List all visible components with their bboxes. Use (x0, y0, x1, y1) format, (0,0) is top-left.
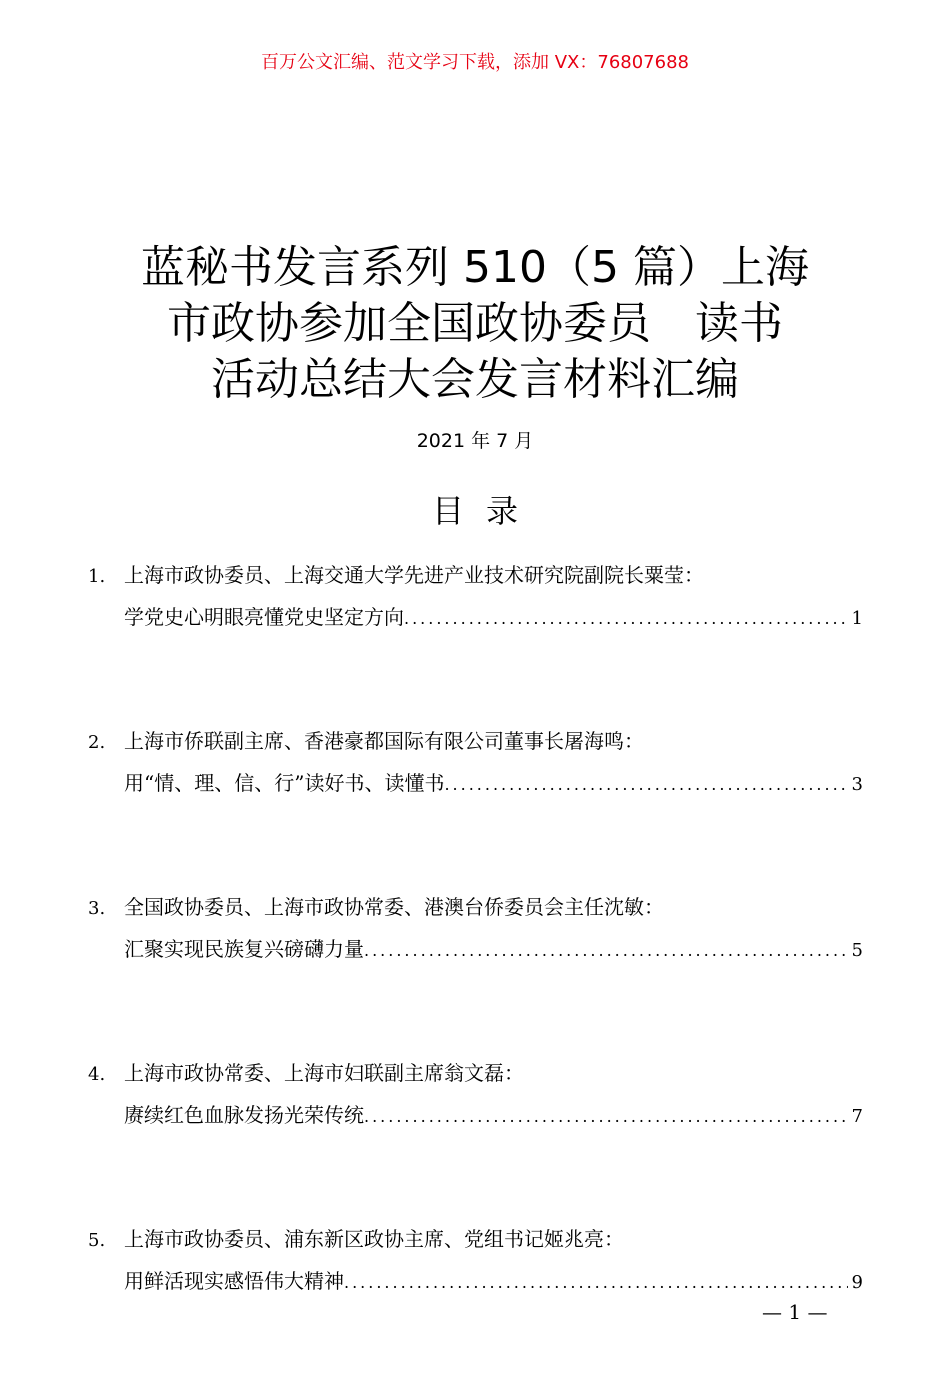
toc-dot-leader (364, 1099, 848, 1135)
table-of-contents (88, 557, 863, 1387)
title-line-3: 活动总结大会发言材料汇编 (211, 354, 739, 405)
toc-dot-leader (404, 601, 848, 637)
toc-heading: 目录 (431, 492, 540, 530)
toc-dot-leader (344, 1265, 848, 1301)
header-note: 百万公文汇编、范文学习下载，添加 VX：76807688 (261, 52, 689, 73)
toc-entry-speaker: 上海市政协委员、上海交通大学先进产业技术研究院副院长粟莹： (124, 563, 704, 587)
toc-entry-title: 用鲜活现实感悟伟大精神 (124, 1269, 344, 1293)
toc-entry-page: 3 (851, 774, 863, 795)
toc-entry-page: 9 (851, 1272, 863, 1293)
toc-entry-title: 赓续红色血脉发扬光荣传统 (124, 1103, 364, 1127)
toc-entry-title: 学党史心明眼亮懂党史坚定方向 (124, 605, 404, 629)
toc-entry-speaker: 上海市政协委员、浦东新区政协主席、党组书记姬兆亮： (124, 1227, 624, 1251)
toc-entry-title: 汇聚实现民族复兴磅礴力量 (124, 937, 364, 961)
toc-entry[interactable] (88, 723, 863, 889)
toc-entry-page: 1 (851, 608, 863, 629)
toc-entry-speaker: 全国政协委员、上海市政协常委、港澳台侨委员会主任沈敏： (124, 895, 664, 919)
toc-entry[interactable] (88, 557, 863, 723)
page-number: — 1 — (762, 1300, 828, 1324)
title-line-2: 市政协参加全国政协委员 读书 (167, 298, 783, 349)
toc-entry-page: 5 (851, 940, 863, 961)
toc-entry-number: 5. (88, 1230, 106, 1251)
toc-entry-number: 4. (88, 1064, 106, 1085)
toc-entry[interactable] (88, 889, 863, 1055)
toc-entry-title: 用“情、理、信、行”读好书、读懂书 (124, 771, 445, 795)
toc-entry-number: 3. (88, 898, 106, 919)
toc-dot-leader (444, 767, 847, 803)
toc-entry[interactable] (88, 1055, 863, 1221)
document-title (120, 240, 830, 408)
title-line-1: 蓝秘书发言系列 510（5 篇）上海 (141, 242, 809, 293)
toc-entry-speaker: 上海市侨联副主席、香港豪都国际有限公司董事长屠海鸣： (124, 729, 644, 753)
toc-entry-number: 1. (88, 566, 106, 587)
toc-entry-page: 7 (851, 1106, 863, 1127)
toc-entry-number: 2. (88, 732, 106, 753)
toc-dot-leader (364, 933, 848, 969)
document-date: 2021 年 7 月 (416, 430, 534, 452)
toc-entry[interactable] (88, 1221, 863, 1387)
toc-entry-speaker: 上海市政协常委、上海市妇联副主席翁文磊： (124, 1061, 524, 1085)
